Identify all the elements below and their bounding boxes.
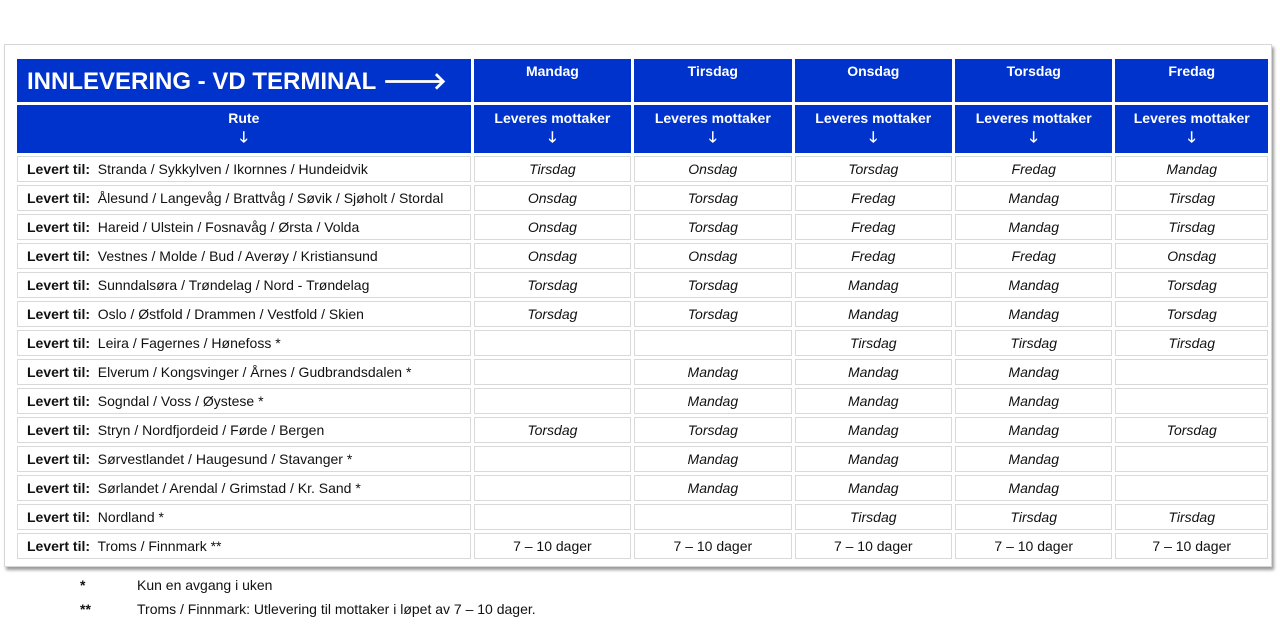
table-row <box>17 388 1268 414</box>
route-name: Ålesund / Langevåg / Brattvåg / Søvik / Sjøholt / Stordal <box>97 190 444 206</box>
delivery-day-cell: Mandag <box>955 475 1112 501</box>
delivery-day-cell: Onsdag <box>474 243 631 269</box>
page-title <box>17 59 471 102</box>
route-cell <box>17 214 471 240</box>
route-prefix: Levert til: <box>27 364 91 380</box>
route-name: Stranda / Sykkylven / Ikornnes / Hundeidvik <box>97 161 368 177</box>
route-prefix: Levert til: <box>27 451 91 467</box>
delivery-day-cell <box>1115 388 1268 414</box>
delivery-day-cell <box>474 446 631 472</box>
table-row <box>17 272 1268 298</box>
delivery-day-cell: Tirsdag <box>795 504 952 530</box>
route-name: Elverum / Kongsvinger / Årnes / Gudbrandsdalen * <box>97 364 412 380</box>
delivery-day-cell: Onsdag <box>1115 243 1268 269</box>
delivery-day-cell: Torsdag <box>634 417 791 443</box>
delivery-day-cell: Mandag <box>634 475 791 501</box>
route-cell <box>17 185 471 211</box>
delivery-day-cell: Torsdag <box>634 272 791 298</box>
arrow-down-icon: 🡓 <box>708 129 717 146</box>
schedule-sheet <box>4 44 1272 567</box>
delivery-day-cell: Mandag <box>955 388 1112 414</box>
route-cell <box>17 533 471 559</box>
route-name: Oslo / Østfold / Drammen / Vestfold / Skien <box>97 306 364 322</box>
delivery-day-cell: Torsdag <box>634 214 791 240</box>
route-name: Sørvestlandet / Haugesund / Stavanger * <box>97 451 353 467</box>
arrow-down-icon: 🡓 <box>239 129 248 146</box>
route-prefix: Levert til: <box>27 509 91 525</box>
route-cell <box>17 446 471 472</box>
delivery-day-cell: Fredag <box>955 243 1112 269</box>
day-header-monday: Mandag <box>474 59 631 102</box>
delivery-day-cell: Tirsdag <box>1115 185 1268 211</box>
delivery-day-cell: 7 – 10 dager <box>955 533 1112 559</box>
delivery-day-cell: Mandag <box>634 446 791 472</box>
route-prefix: Levert til: <box>27 161 91 177</box>
route-cell <box>17 156 471 182</box>
route-header-label: Rute <box>228 110 260 126</box>
delivery-day-cell: Mandag <box>634 359 791 385</box>
receiver-header <box>474 105 631 153</box>
route-prefix: Levert til: <box>27 335 91 351</box>
day-header-thursday: Torsdag <box>955 59 1112 102</box>
table-row <box>17 504 1268 530</box>
receiver-header-label: Leveres mottaker <box>494 110 611 126</box>
table-row <box>17 185 1268 211</box>
delivery-day-cell: Onsdag <box>634 156 791 182</box>
receiver-header-label: Leveres mottaker <box>1133 110 1250 126</box>
delivery-day-cell: Tirsdag <box>1115 504 1268 530</box>
delivery-day-cell: Torsdag <box>634 301 791 327</box>
delivery-day-cell: Mandag <box>795 272 952 298</box>
delivery-day-cell: Tirsdag <box>474 156 631 182</box>
delivery-day-cell: 7 – 10 dager <box>1115 533 1268 559</box>
day-header-friday: Fredag <box>1115 59 1268 102</box>
route-cell <box>17 272 471 298</box>
receiver-header-label: Leveres mottaker <box>654 110 771 126</box>
delivery-day-cell <box>474 504 631 530</box>
table-row <box>17 330 1268 356</box>
arrow-right-icon: 🡒 <box>382 67 447 95</box>
footnote-text: Troms / Finnmark: Utlevering til mottaker i løpet av 7 – 10 dager. <box>137 601 536 617</box>
delivery-day-cell <box>634 504 791 530</box>
table-row <box>17 359 1268 385</box>
route-cell <box>17 359 471 385</box>
delivery-day-cell: Mandag <box>955 301 1112 327</box>
delivery-day-cell: Mandag <box>955 417 1112 443</box>
delivery-day-cell: Torsdag <box>1115 417 1268 443</box>
header-row-days <box>17 59 1268 102</box>
delivery-day-cell: Onsdag <box>474 185 631 211</box>
delivery-day-cell: Torsdag <box>634 185 791 211</box>
table-row <box>17 417 1268 443</box>
table-row <box>17 446 1268 472</box>
route-cell <box>17 417 471 443</box>
delivery-day-cell <box>474 359 631 385</box>
route-cell <box>17 243 471 269</box>
receiver-header <box>795 105 952 153</box>
delivery-day-cell: Mandag <box>795 417 952 443</box>
receiver-header <box>634 105 791 153</box>
delivery-day-cell: Tirsdag <box>795 330 952 356</box>
delivery-day-cell: Tirsdag <box>1115 330 1268 356</box>
delivery-day-cell: Mandag <box>955 185 1112 211</box>
delivery-day-cell <box>1115 475 1268 501</box>
delivery-day-cell: Torsdag <box>474 301 631 327</box>
route-name: Nordland * <box>97 509 164 525</box>
route-name: Hareid / Ulstein / Fosnavåg / Ørsta / Volda <box>97 219 360 235</box>
delivery-day-cell: Mandag <box>795 475 952 501</box>
route-cell <box>17 388 471 414</box>
route-name: Stryn / Nordfjordeid / Førde / Bergen <box>97 422 325 438</box>
delivery-day-cell: Torsdag <box>1115 301 1268 327</box>
delivery-day-cell: Mandag <box>955 446 1112 472</box>
delivery-schedule-table <box>14 56 1271 562</box>
route-name: Vestnes / Molde / Bud / Averøy / Kristiansund <box>97 248 378 264</box>
route-prefix: Levert til: <box>27 538 91 554</box>
delivery-day-cell: Mandag <box>795 446 952 472</box>
route-cell <box>17 330 471 356</box>
route-cell <box>17 475 471 501</box>
table-row <box>17 243 1268 269</box>
delivery-day-cell: Mandag <box>795 388 952 414</box>
delivery-day-cell: Torsdag <box>474 417 631 443</box>
delivery-day-cell: Mandag <box>955 359 1112 385</box>
route-prefix: Levert til: <box>27 306 91 322</box>
arrow-down-icon: 🡓 <box>548 129 557 146</box>
delivery-day-cell: Tirsdag <box>955 330 1112 356</box>
title-text: INNLEVERING - VD TERMINAL <box>27 67 376 95</box>
delivery-day-cell: Fredag <box>795 243 952 269</box>
table-row <box>17 475 1268 501</box>
footnote-mark: * <box>80 577 86 593</box>
route-name: Sørlandet / Arendal / Grimstad / Kr. Sand * <box>97 480 361 496</box>
delivery-day-cell: Onsdag <box>474 214 631 240</box>
delivery-day-cell <box>1115 446 1268 472</box>
delivery-day-cell: Fredag <box>955 156 1112 182</box>
receiver-header-label: Leveres mottaker <box>815 110 932 126</box>
footnote-double <box>80 597 536 621</box>
delivery-day-cell <box>474 475 631 501</box>
delivery-day-cell: Torsdag <box>1115 272 1268 298</box>
day-header-tuesday: Tirsdag <box>634 59 791 102</box>
route-prefix: Levert til: <box>27 190 91 206</box>
footnotes <box>80 573 536 621</box>
route-prefix: Levert til: <box>27 277 91 293</box>
delivery-day-cell: Mandag <box>1115 156 1268 182</box>
delivery-day-cell: Tirsdag <box>1115 214 1268 240</box>
receiver-header <box>955 105 1112 153</box>
arrow-down-icon: 🡓 <box>869 129 878 146</box>
route-header <box>17 105 471 153</box>
footnote-mark: ** <box>80 601 91 617</box>
route-prefix: Levert til: <box>27 219 91 235</box>
table-row <box>17 156 1268 182</box>
delivery-day-cell: Onsdag <box>634 243 791 269</box>
delivery-day-cell <box>634 330 791 356</box>
delivery-day-cell: Mandag <box>955 272 1112 298</box>
day-header-wednesday: Onsdag <box>795 59 952 102</box>
delivery-day-cell: Mandag <box>955 214 1112 240</box>
route-name: Troms / Finnmark ** <box>97 538 222 554</box>
route-prefix: Levert til: <box>27 422 91 438</box>
table-row <box>17 533 1268 559</box>
delivery-day-cell: Torsdag <box>474 272 631 298</box>
route-name: Leira / Fagernes / Hønefoss * <box>97 335 281 351</box>
route-prefix: Levert til: <box>27 393 91 409</box>
route-prefix: Levert til: <box>27 480 91 496</box>
route-name: Sunndalsøra / Trøndelag / Nord - Trøndelag <box>97 277 370 293</box>
delivery-day-cell: Fredag <box>795 185 952 211</box>
receiver-header-label: Leveres mottaker <box>975 110 1092 126</box>
delivery-day-cell: Fredag <box>795 214 952 240</box>
table-row <box>17 214 1268 240</box>
delivery-day-cell <box>1115 359 1268 385</box>
route-cell <box>17 301 471 327</box>
delivery-day-cell: 7 – 10 dager <box>795 533 952 559</box>
header-row-sub <box>17 105 1268 153</box>
arrow-down-icon: 🡓 <box>1029 129 1038 146</box>
arrow-down-icon: 🡓 <box>1187 129 1196 146</box>
receiver-header <box>1115 105 1268 153</box>
footnote-single <box>80 573 536 597</box>
route-cell <box>17 504 471 530</box>
delivery-day-cell: 7 – 10 dager <box>634 533 791 559</box>
footnote-text: Kun en avgang i uken <box>137 577 273 593</box>
delivery-day-cell: Mandag <box>795 359 952 385</box>
delivery-day-cell: Mandag <box>634 388 791 414</box>
delivery-day-cell: 7 – 10 dager <box>474 533 631 559</box>
table-row <box>17 301 1268 327</box>
route-prefix: Levert til: <box>27 248 91 264</box>
delivery-day-cell: Tirsdag <box>955 504 1112 530</box>
route-name: Sogndal / Voss / Øystese * <box>97 393 264 409</box>
delivery-day-cell <box>474 388 631 414</box>
delivery-day-cell: Torsdag <box>795 156 952 182</box>
delivery-day-cell: Mandag <box>795 301 952 327</box>
delivery-day-cell <box>474 330 631 356</box>
